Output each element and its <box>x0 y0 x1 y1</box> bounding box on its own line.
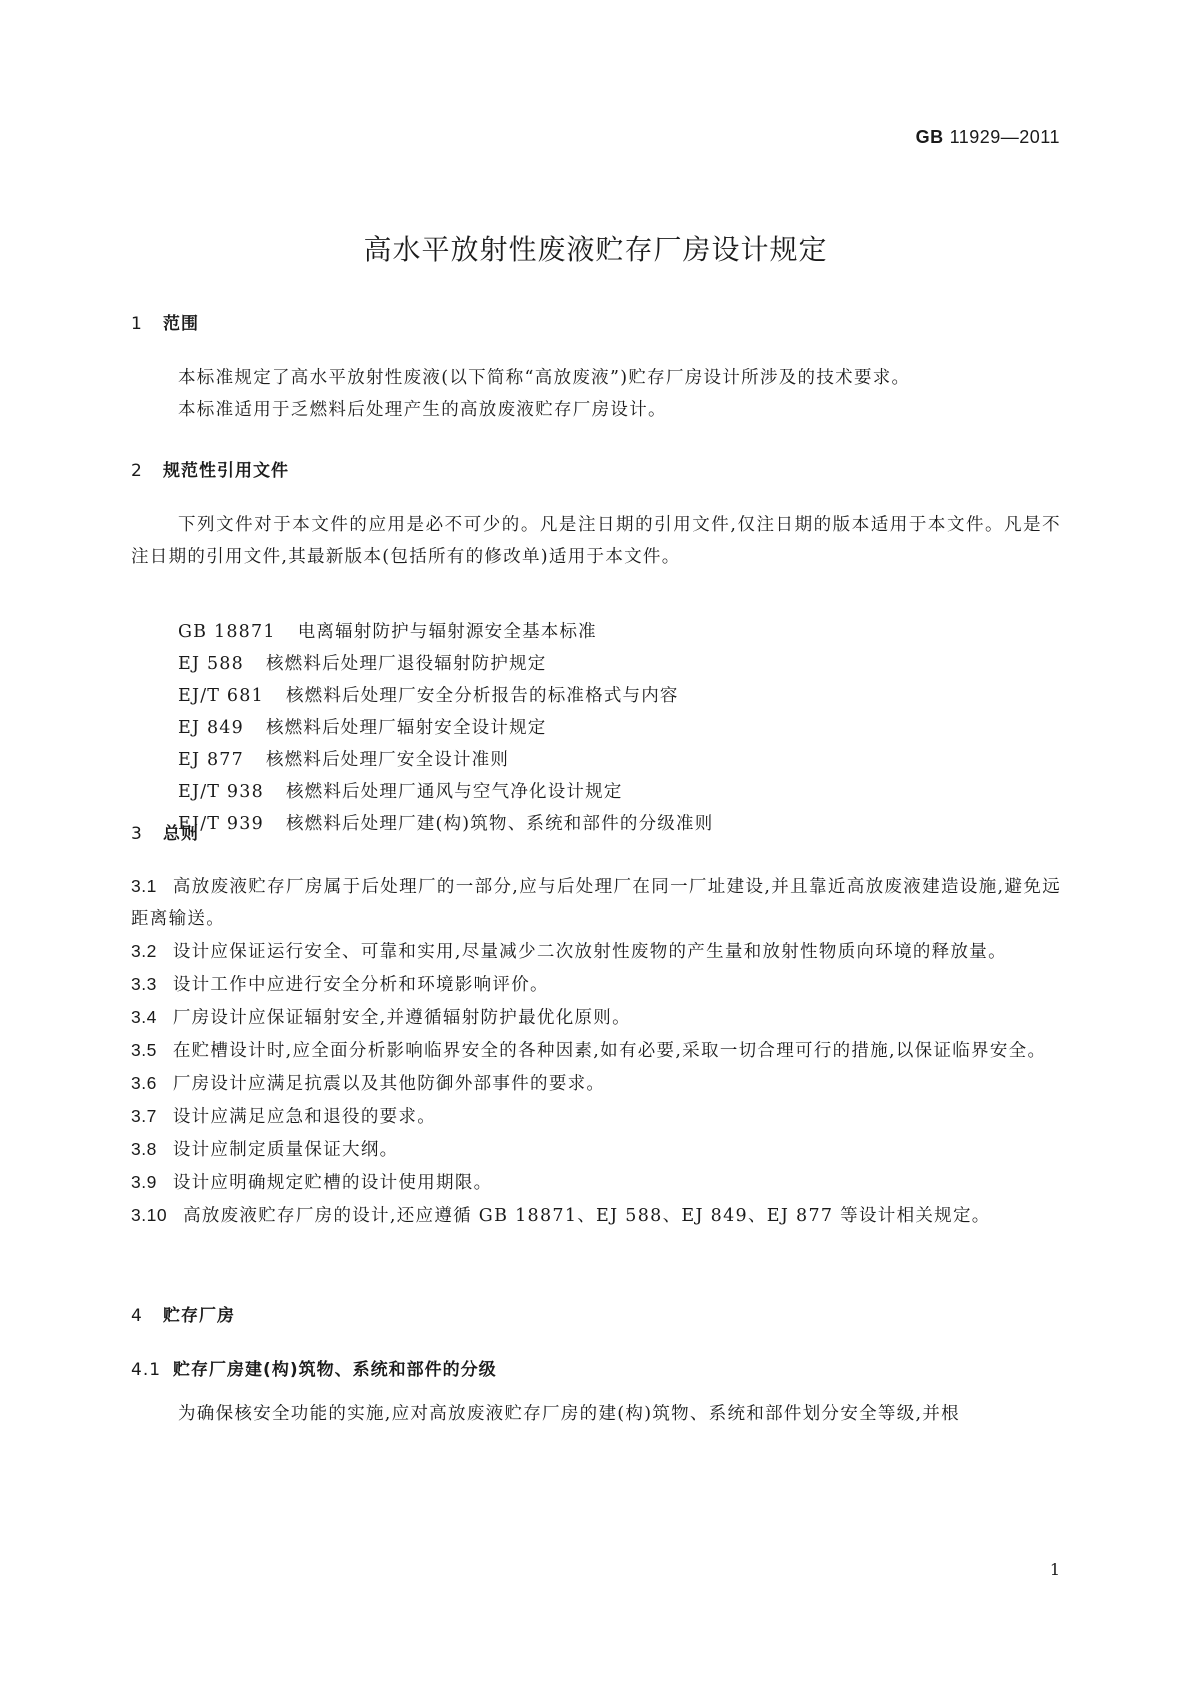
normative-references-list <box>178 616 713 840</box>
reference-item <box>178 616 713 648</box>
section-number: 3 <box>131 824 143 844</box>
reference-code: EJ 877 <box>178 750 244 770</box>
document-title: 高水平放射性废液贮存厂房设计规定 <box>363 233 828 266</box>
reference-item <box>178 776 713 808</box>
clause-text: 设计应明确规定贮槽的设计使用期限。 <box>172 1173 493 1193</box>
section-2-intro: 下列文件对于本文件的应用是必不可少的。凡是注日期的引用文件,仅注日期的版本适用于本文件。凡是不注日期的引用文件,其最新版本(包括所有的修改单)适用于本文件。 <box>131 515 1061 567</box>
clause-text: 厂房设计应保证辐射安全,并遵循辐射防护最优化原则。 <box>172 1008 631 1028</box>
subsection-title: 贮存厂房建(构)筑物、系统和部件的分级 <box>173 1360 497 1380</box>
clause-number: 3.1 <box>131 876 157 896</box>
clause <box>131 1199 1061 1232</box>
clause-text: 高放废液贮存厂房属于后处理厂的一部分,应与后处理厂在同一厂址建设,并且靠近高放废液建造设施,避免远距离输送。 <box>131 877 1061 929</box>
section-2-heading <box>131 456 289 481</box>
reference-item <box>178 648 713 680</box>
clause <box>131 968 1061 1001</box>
clause-text: 设计工作中应进行安全分析和环境影响评价。 <box>172 975 549 995</box>
clause <box>131 1034 1061 1067</box>
section-title: 范围 <box>163 314 199 334</box>
reference-code: EJ/T 939 <box>178 814 264 834</box>
reference-code: EJ/T 681 <box>178 686 264 706</box>
subsection-number: 4.1 <box>131 1360 162 1380</box>
section-1-paragraph-1: 本标准规定了高水平放射性废液(以下简称“高放废液”)贮存厂房设计所涉及的技术要求。 <box>178 368 911 388</box>
clause-number: 3.8 <box>131 1139 157 1159</box>
section-1-heading <box>131 309 199 334</box>
clause-number: 3.9 <box>131 1172 157 1192</box>
reference-title: 核燃料后处理厂退役辐射防护规定 <box>265 654 547 674</box>
reference-title: 核燃料后处理厂辐射安全设计规定 <box>265 718 547 738</box>
section-number: 2 <box>131 461 143 481</box>
reference-code: EJ/T 938 <box>178 782 264 802</box>
reference-item <box>178 712 713 744</box>
clause-number: 3.3 <box>131 974 157 994</box>
section-number: 4 <box>131 1306 143 1326</box>
clause-number: 3.2 <box>131 941 157 961</box>
page-number: 1 <box>1049 1560 1060 1579</box>
reference-code: GB 18871 <box>178 622 276 642</box>
clause <box>131 1100 1061 1133</box>
clause <box>131 935 1061 968</box>
section-4-heading <box>131 1301 235 1326</box>
reference-title: 核燃料后处理厂通风与空气净化设计规定 <box>285 782 623 802</box>
clause-number: 3.4 <box>131 1007 157 1027</box>
reference-title: 核燃料后处理厂建(构)筑物、系统和部件的分级准则 <box>285 814 714 834</box>
clause-number: 3.6 <box>131 1073 157 1093</box>
standard-code <box>916 127 1060 148</box>
subsection-4-1-heading <box>131 1355 497 1380</box>
section-title: 贮存厂房 <box>163 1306 235 1326</box>
clause <box>131 1133 1061 1166</box>
reference-item <box>178 744 713 776</box>
section-1-paragraph-2: 本标准适用于乏燃料后处理产生的高放废液贮存厂房设计。 <box>178 400 667 420</box>
section-title: 总则 <box>163 824 199 844</box>
clause-text: 设计应满足应急和退役的要求。 <box>172 1107 437 1127</box>
clause-text: 高放废液贮存厂房的设计,还应遵循 GB 18871、EJ 588、EJ 849、EJ 877 等设计相关规定。 <box>183 1206 991 1226</box>
clause-text: 设计应制定质量保证大纲。 <box>172 1140 399 1160</box>
clause <box>131 870 1061 935</box>
standard-prefix: GB <box>915 127 944 147</box>
standard-number: 11929—2011 <box>949 127 1060 147</box>
section-title: 规范性引用文件 <box>163 461 289 481</box>
clause <box>131 1001 1061 1034</box>
clause-number: 3.7 <box>131 1106 157 1126</box>
clause-text: 设计应保证运行安全、可靠和实用,尽量减少二次放射性废物的产生量和放射性物质向环境的释放量。 <box>172 942 1007 962</box>
section-number: 1 <box>131 314 143 334</box>
reference-code: EJ 588 <box>178 654 244 674</box>
clause-text: 在贮槽设计时,应全面分析影响临界安全的各种因素,如有必要,采取一切合理可行的措施,以保证临界安全。 <box>172 1041 1047 1061</box>
reference-title: 核燃料后处理厂安全设计准则 <box>265 750 510 770</box>
section-3-clauses <box>131 870 1061 1232</box>
reference-code: EJ 849 <box>178 718 244 738</box>
reference-item <box>178 808 713 840</box>
reference-item <box>178 680 713 712</box>
subsection-4-1-paragraph: 为确保核安全功能的实施,应对高放废液贮存厂房的建(构)筑物、系统和部件划分安全等级,并根 <box>178 1404 960 1424</box>
reference-title: 电离辐射防护与辐射源安全基本标准 <box>297 622 597 642</box>
section-3-heading <box>131 819 199 844</box>
reference-title: 核燃料后处理厂安全分析报告的标准格式与内容 <box>285 686 679 706</box>
clause-number: 3.10 <box>131 1205 168 1225</box>
clause-number: 3.5 <box>131 1040 157 1060</box>
clause <box>131 1067 1061 1100</box>
clause <box>131 1166 1061 1199</box>
clause-text: 厂房设计应满足抗震以及其他防御外部事件的要求。 <box>172 1074 606 1094</box>
